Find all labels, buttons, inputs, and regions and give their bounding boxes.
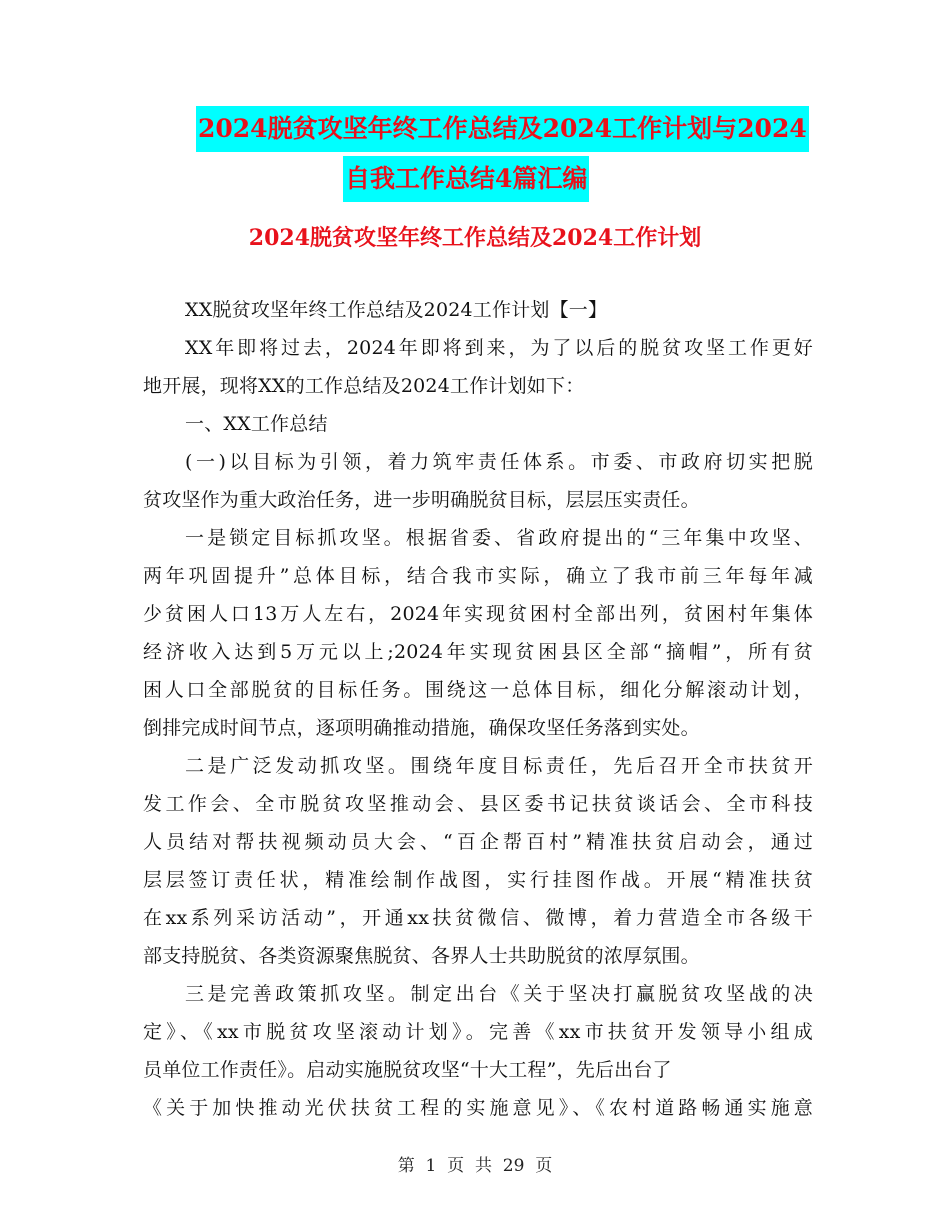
paragraph-line: 《关于加快推动光伏扶贫工程的实施意见》、《农村道路畅通实施意 <box>143 1097 813 1119</box>
paragraph-line: 困人口全部脱贫的目标任务。围绕这一总体目标，细化分解滚动计划， <box>143 679 813 701</box>
title-line-1: 2024脱贫攻坚年终工作总结及2024工作计划与2024 <box>196 106 809 152</box>
paragraph-line: 一是锁定目标抓攻坚。根据省委、省政府提出的“三年集中攻坚、 <box>185 527 813 549</box>
document-title <box>0 106 950 202</box>
paragraph-line: 人员结对帮扶视频动员大会、“百企帮百村”精准扶贫启动会，通过 <box>143 831 813 853</box>
paragraph-line: 倒排完成时间节点，逐项明确推动措施，确保攻坚任务落到实处。 <box>143 717 700 739</box>
paragraph-line: XX年即将过去，2024年即将到来，为了以后的脱贫攻坚工作更好 <box>185 337 813 359</box>
paragraph-line: 少贫困人口13万人左右，2024年实现贫困村全部出列，贫困村年集体 <box>143 603 813 625</box>
paragraph-line: 经济收入达到5万元以上;2024年实现贫困县区全部“摘帽”，所有贫 <box>143 641 813 663</box>
paragraph-line: 二是广泛发动抓攻坚。围绕年度目标责任，先后召开全市扶贫开 <box>185 755 813 777</box>
paragraph-line: 地开展，现将XX的工作总结及2024工作计划如下： <box>143 375 585 397</box>
paragraph-line: 两年巩固提升”总体目标，结合我市实际，确立了我市前三年每年减 <box>143 565 813 587</box>
paragraph-line: 部支持脱贫、各类资源聚焦脱贫、各界人士共助脱贫的浓厚氛围。 <box>143 945 700 967</box>
page-number: 第 1 页 共 29 页 <box>397 1156 553 1176</box>
paragraph-line: 贫攻坚作为重大政治任务，进一步明确脱贫目标，层层压实责任。 <box>143 489 700 511</box>
paragraph-line: 层层签订责任状，精准绘制作战图，实行挂图作战。开展“精准扶贫 <box>143 869 813 891</box>
title-line-2: 自我工作总结4篇汇编 <box>343 156 589 202</box>
paragraph-line: 员单位工作责任》。启动实施脱贫攻坚“十大工程”，先后出台了 <box>143 1059 672 1081</box>
body-text <box>143 291 813 1127</box>
paragraph-line: 发工作会、全市脱贫攻坚推动会、县区委书记扶贫谈话会、全市科技 <box>143 793 813 815</box>
paragraph-line: (一)以目标为引领，着力筑牢责任体系。市委、市政府切实把脱 <box>185 451 813 473</box>
paragraph-line: 定》、《xx市脱贫攻坚滚动计划》。完善《xx市扶贫开发领导小组成 <box>143 1021 813 1043</box>
paragraph-line: 在xx系列采访活动”，开通xx扶贫微信、微博，着力营造全市各级干 <box>143 907 813 929</box>
paragraph-line: XX脱贫攻坚年终工作总结及2024工作计划【一】 <box>185 299 608 321</box>
section-heading: 2024脱贫攻坚年终工作总结及2024工作计划 <box>248 225 702 251</box>
paragraph-line: 三是完善政策抓攻坚。制定出台《关于坚决打赢脱贫攻坚战的决 <box>185 983 813 1005</box>
paragraph-line: 一、XX工作总结 <box>185 413 328 435</box>
